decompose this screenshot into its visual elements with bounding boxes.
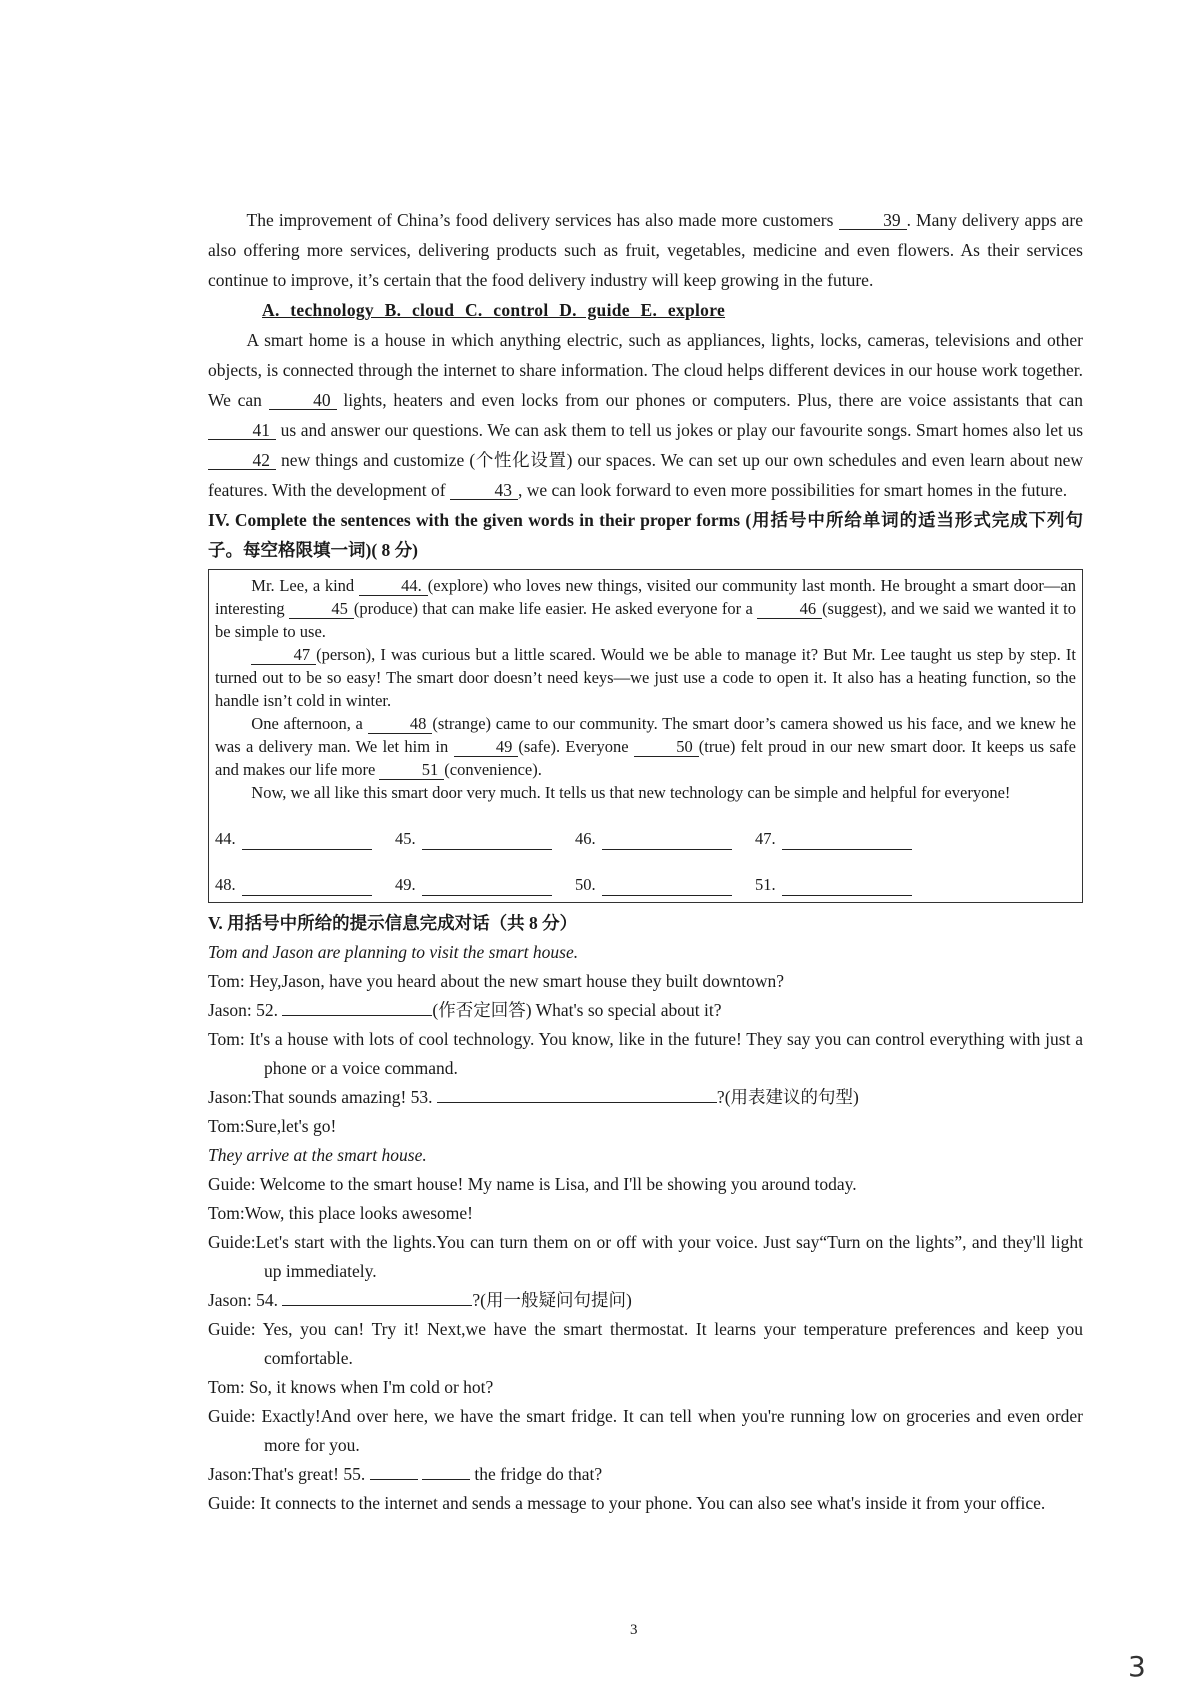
dialog-line-12: Guide: Exactly!And over here, we have the smart fridge. It can tell when you're running low on groceries and even order more for you.	[208, 1406, 1083, 1455]
blank-48[interactable]: 48	[368, 715, 433, 734]
answer-line-51[interactable]	[782, 877, 912, 896]
box-paragraph-1: Mr. Lee, a kind 44. (explore) who loves new things, visited our community last month. He brought a smart door—an interesting 45 (produce) that can make life easier. He asked everyone for a 46 (suggest), and we said we wanted it to be simple to use.	[215, 576, 1077, 641]
box-paragraph-3: One afternoon, a 48 (strange) came to our community. The smart door’s camera showed us his face, and we knew he was a delivery man. We let him in 49 (safe). Everyone 50 (true) felt proud in our new smart door. It keeps us safe and makes our life more 51 (convenience).	[215, 714, 1076, 779]
answer-line-48[interactable]	[242, 877, 372, 896]
dialog-line-10: Guide: Yes, you can! Try it! Next,we have the smart thermostat. It learns your temperature preferences and keep you comfortable.	[208, 1319, 1083, 1368]
answer-cell: 50.	[575, 873, 755, 896]
answer-cell: 51.	[755, 873, 935, 896]
blank-39[interactable]: 39	[839, 211, 907, 230]
blank-43[interactable]: 43	[450, 481, 518, 500]
dialog-line-3: Tom: It's a house with lots of cool technology. You know, like in the future! They say you can control everything with just a phone or a voice command.	[208, 1029, 1083, 1078]
page-content	[208, 205, 1083, 1518]
answer-cell: 49.	[395, 873, 575, 896]
dialog-line-7: Tom:Wow, this place looks awesome!	[208, 1203, 473, 1223]
dialog-line-6: Guide: Welcome to the smart house! My name is Lisa, and I'll be showing you around today.	[208, 1174, 857, 1194]
corner-page-number: 3	[1128, 1650, 1146, 1683]
dialog-line-2: Jason: 52. (作否定回答) What's so special about it?	[208, 1000, 722, 1020]
blank-55a[interactable]	[370, 1463, 418, 1480]
answer-line-46[interactable]	[602, 831, 732, 850]
answer-row-1	[215, 810, 1076, 850]
blank-42[interactable]: 42	[208, 451, 276, 470]
answer-cell: 44.	[215, 827, 395, 850]
dialog-line-1: Tom: Hey,Jason, have you heard about the new smart house they built downtown?	[208, 971, 784, 991]
blank-45[interactable]: 45	[289, 600, 354, 619]
page-number: 3	[630, 1622, 638, 1638]
passage-end: The improvement of China’s food delivery services has also made more customers 39 . Many delivery apps are also offering more services, delivering products such as fruit, vegetables, medicine and even flowers. As their services continue to improve, it’s certain that the food delivery industry will keep growing in the future.	[208, 210, 1083, 290]
scene-direction-1: Tom and Jason are planning to visit the smart house.	[208, 942, 579, 962]
answer-line-49[interactable]	[422, 877, 552, 896]
answer-line-47[interactable]	[782, 831, 912, 850]
blank-41[interactable]: 41	[208, 421, 276, 440]
dialog-line-5: Tom:Sure,let's go!	[208, 1116, 337, 1136]
blank-44[interactable]: 44.	[359, 577, 428, 596]
blank-49[interactable]: 49	[454, 738, 519, 757]
blank-52[interactable]	[282, 999, 432, 1016]
blank-53[interactable]	[437, 1086, 717, 1103]
answer-cell: 48.	[215, 873, 395, 896]
blank-55b[interactable]	[422, 1463, 470, 1480]
dialog-line-11: Tom: So, it knows when I'm cold or hot?	[208, 1377, 494, 1397]
blank-40[interactable]: 40	[269, 391, 337, 410]
scene-direction-2: They arrive at the smart house.	[208, 1145, 427, 1165]
answer-row-2	[215, 856, 1076, 896]
dialog-line-14: Guide: It connects to the internet and sends a message to your phone. You can also see what's inside it from your office.	[208, 1493, 1046, 1513]
section-v-heading: V. 用括号中所给的提示信息完成对话（共 8 分）	[208, 913, 578, 933]
dialog-line-9: Jason: 54. ?(用一般疑问句提问)	[208, 1290, 632, 1310]
dialog-line-8: Guide:Let's start with the lights.You can turn them on or off with your voice. Just say“Turn on the lights”, and they'll light up immediately.	[208, 1232, 1083, 1281]
box-paragraph-2: 47 (person), I was curious but a little scared. Would we be able to manage it? But Mr. Lee taught us step by step. It turned out to be so easy! The smart door doesn’t need keys—we just use a code to open it. It also has a heating function, so the handle isn’t cold in winter.	[215, 645, 1076, 710]
answer-cell: 47.	[755, 827, 935, 850]
answer-line-45[interactable]	[422, 831, 552, 850]
blank-54[interactable]	[282, 1289, 472, 1306]
section-v-dialog	[208, 909, 1083, 1518]
blank-47[interactable]: 47	[251, 646, 316, 665]
answer-line-44[interactable]	[242, 831, 372, 850]
blank-51[interactable]: 51	[379, 761, 444, 780]
answer-line-50[interactable]	[602, 877, 732, 896]
dialog-line-4: Jason:That sounds amazing! 53. ?(用表建议的句型)	[208, 1087, 859, 1107]
smart-home-passage: A smart home is a house in which anything electric, such as appliances, lights, locks, cameras, televisions and other objects, is connected through the internet to share information. The cloud helps different devices in our house work together. We can 40 lights, heaters and even locks from our phones or computers. Plus, there are voice assistants that can 41 us and answer our questions. We can ask them to tell us jokes or play our favourite songs. Smart homes also let us 42 new things and customize (个性化设置) our spaces. We can set up our own schedules and even learn about new features. With the development of 43 , we can look forward to even more possibilities for smart homes in the future.	[208, 330, 1084, 500]
blank-50[interactable]: 50	[634, 738, 699, 757]
word-bank: A. technology B. cloud C. control D. guide E. explore	[262, 300, 726, 320]
section-iv-box	[208, 569, 1083, 903]
blank-46[interactable]: 46	[757, 600, 822, 619]
box-paragraph-4: Now, we all like this smart door very much. It tells us that new technology can be simple and helpful for everyone!	[251, 783, 1011, 802]
section-iv-heading: IV. Complete the sentences with the given words in their proper forms (用括号中所给单词的适当形式完成下列句子。每空格限填一词)( 8 分)	[208, 510, 1083, 560]
answer-cell: 45.	[395, 827, 575, 850]
answer-cell: 46.	[575, 827, 755, 850]
dialog-line-13: Jason:That's great! 55. the fridge do that?	[208, 1464, 603, 1484]
